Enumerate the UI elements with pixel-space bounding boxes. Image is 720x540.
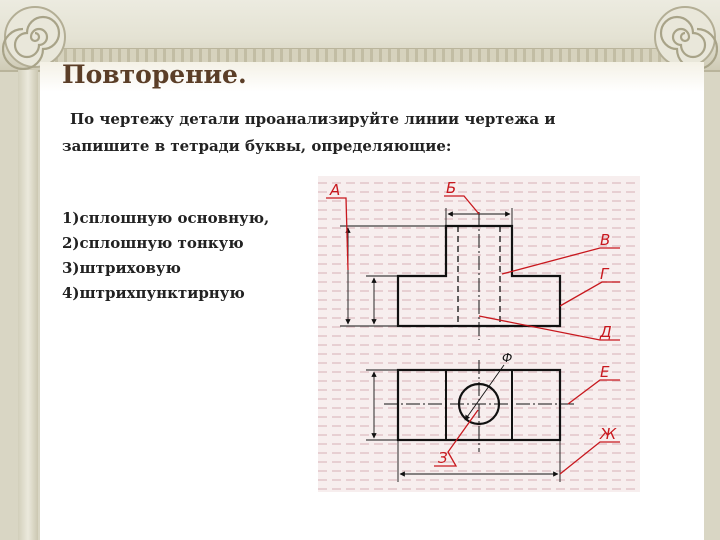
list-item: 2)сплошную тонкую [62, 234, 244, 252]
technical-drawing [318, 170, 640, 492]
letter-a: А [330, 181, 341, 199]
letter-d: Д [600, 323, 612, 341]
task-text [62, 106, 602, 160]
list-item: 1)сплошную основную, [62, 209, 270, 227]
left-pillar [18, 70, 38, 540]
letter-zh: Ж [600, 425, 617, 443]
list-item: 3)штриховую [62, 259, 181, 277]
task-line-2: запишите в тетради буквы, определяющие: [62, 137, 452, 155]
letter-z: З [438, 449, 448, 467]
slide-title: Повторение. [62, 60, 247, 89]
task-line-1: По чертежу детали проанализируйте линии чертежа и [70, 110, 556, 128]
letter-v: В [600, 231, 611, 249]
left-volute-icon [2, 4, 68, 70]
right-volute-icon [652, 4, 718, 70]
letter-e: Е [600, 363, 610, 381]
letter-b: Б [446, 179, 457, 197]
line-types-list [62, 206, 322, 306]
diameter-symbol: Ф [502, 351, 513, 365]
letter-g: Г [600, 265, 609, 283]
list-item: 4)штрихпунктирную [62, 284, 245, 302]
